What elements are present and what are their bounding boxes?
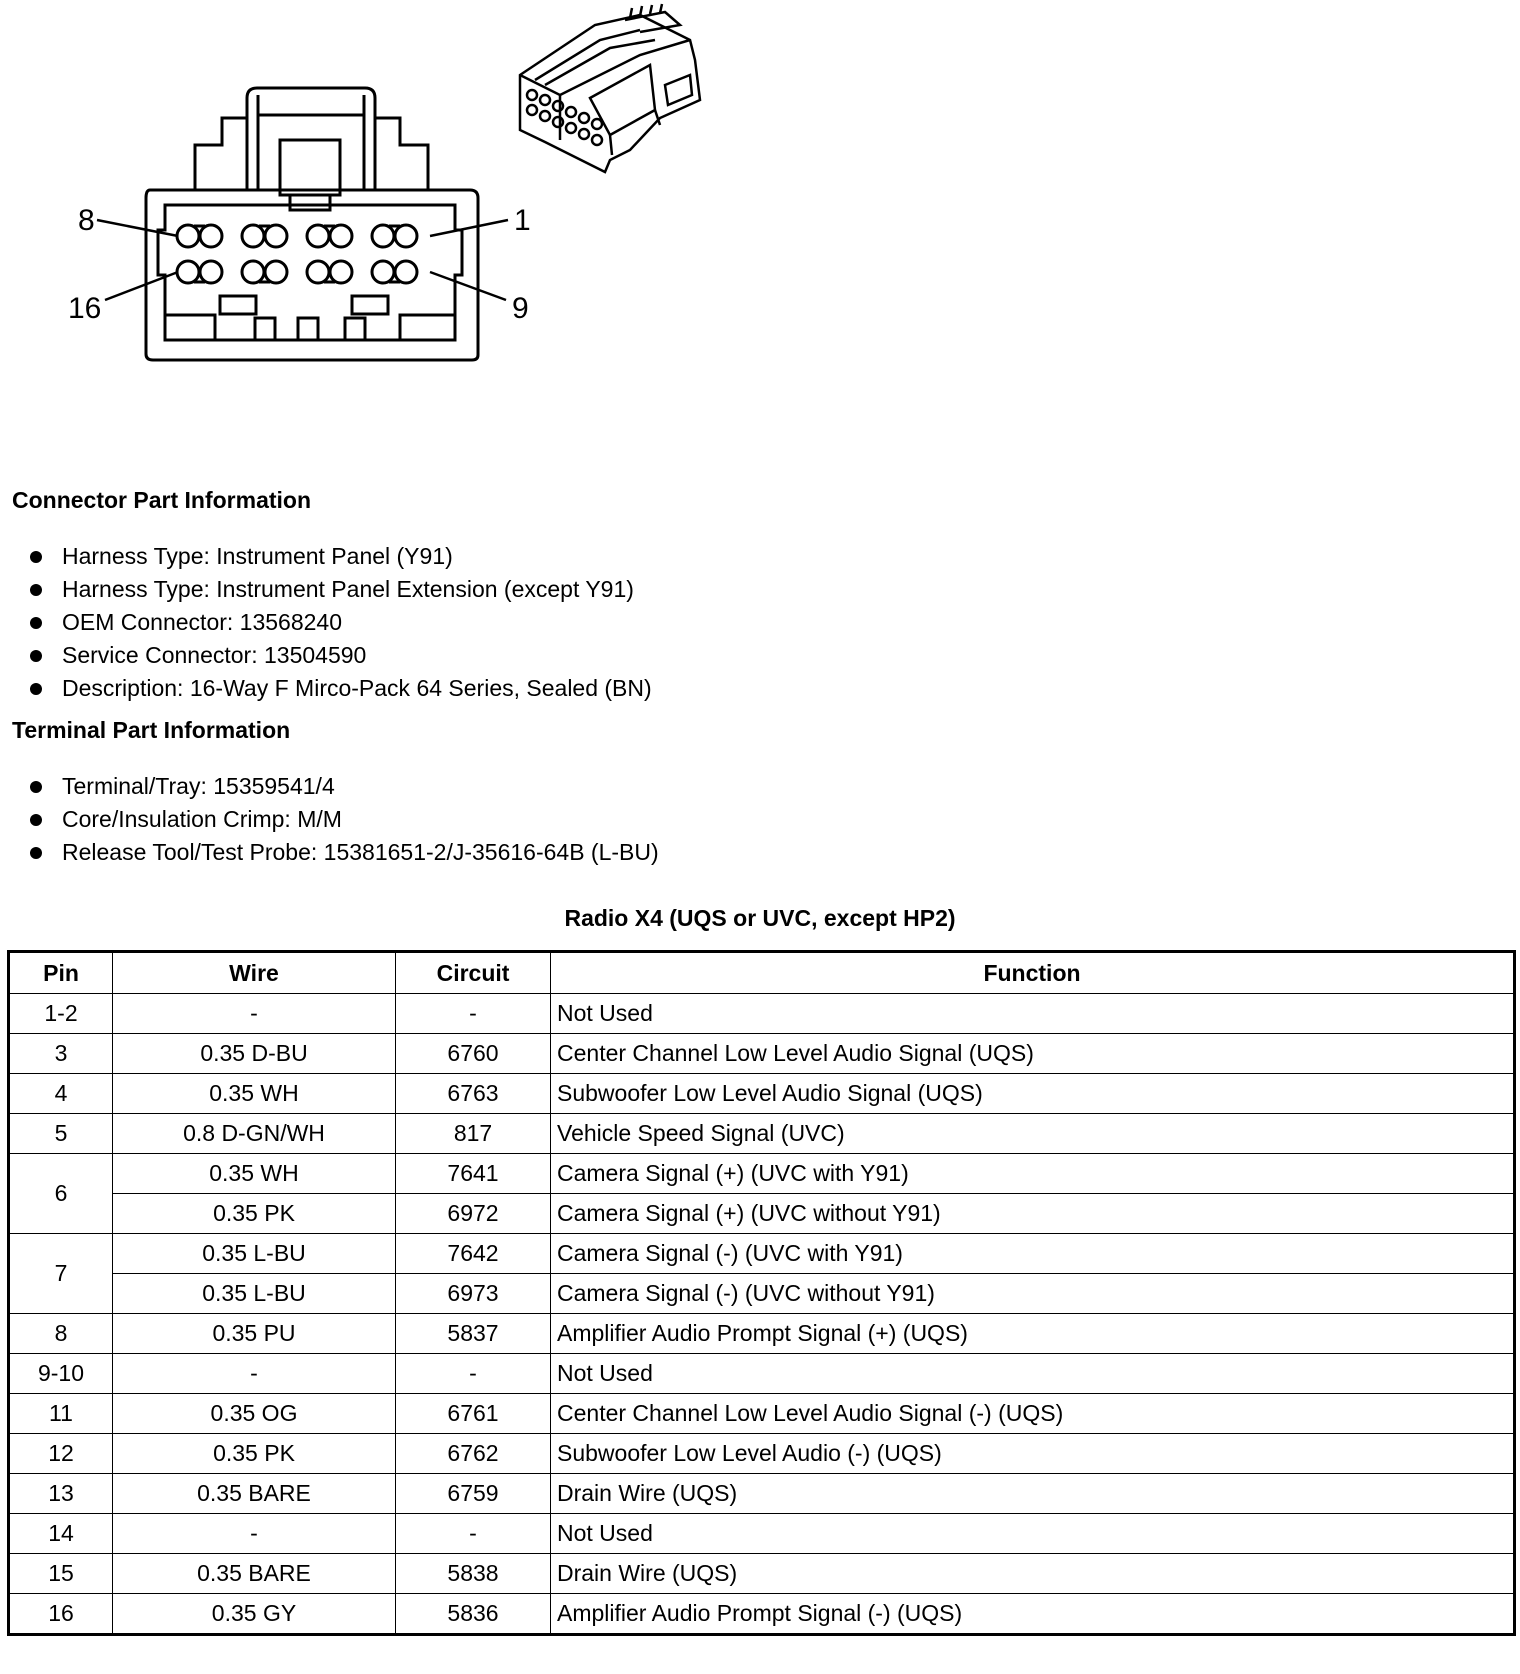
wire-cell: 0.35 PU bbox=[113, 1314, 396, 1354]
circuit-cell: 817 bbox=[396, 1114, 551, 1154]
bullet-icon bbox=[30, 617, 42, 629]
table-row bbox=[9, 1194, 1515, 1234]
pin-cell: 5 bbox=[9, 1114, 113, 1154]
pin-cavity bbox=[242, 261, 264, 283]
table-row bbox=[9, 1394, 1515, 1434]
wire-cell: - bbox=[113, 1514, 396, 1554]
circuit-cell: 6759 bbox=[396, 1474, 551, 1514]
wire-cell: 0.35 BARE bbox=[113, 1474, 396, 1514]
circuit-cell: 6761 bbox=[396, 1394, 551, 1434]
pin-cavity bbox=[330, 261, 352, 283]
function-cell: Subwoofer Low Level Audio (-) (UQS) bbox=[551, 1434, 1515, 1474]
list-item: Core/Insulation Crimp: M/M bbox=[28, 803, 659, 836]
table-row bbox=[9, 994, 1515, 1034]
pin-cell: 15 bbox=[9, 1554, 113, 1594]
circuit-cell: 7642 bbox=[396, 1234, 551, 1274]
wire-cell: 0.35 GY bbox=[113, 1594, 396, 1635]
pin-label-9: 9 bbox=[512, 292, 529, 325]
circuit-cell: 6762 bbox=[396, 1434, 551, 1474]
circuit-cell: 6763 bbox=[396, 1074, 551, 1114]
list-item: Terminal/Tray: 15359541/4 bbox=[28, 770, 659, 803]
bullet-icon bbox=[30, 814, 42, 826]
connector-diagram bbox=[0, 0, 1520, 380]
list-item: Harness Type: Instrument Panel (Y91) bbox=[28, 540, 652, 573]
table-row bbox=[9, 1034, 1515, 1074]
circuit-cell: 5836 bbox=[396, 1594, 551, 1635]
list-item: OEM Connector: 13568240 bbox=[28, 606, 652, 639]
function-cell: Subwoofer Low Level Audio Signal (UQS) bbox=[551, 1074, 1515, 1114]
wire-cell: - bbox=[113, 994, 396, 1034]
bullet-icon bbox=[30, 683, 42, 695]
bullet-icon bbox=[30, 551, 42, 563]
list-item: Description: 16-Way F Mirco-Pack 64 Series, Sealed (BN) bbox=[28, 672, 652, 705]
header-wire: Wire bbox=[113, 952, 396, 994]
table-row bbox=[9, 1274, 1515, 1314]
bullet-icon bbox=[30, 781, 42, 793]
table-row bbox=[9, 1434, 1515, 1474]
bullet-icon bbox=[30, 584, 42, 596]
pin-cell: 11 bbox=[9, 1394, 113, 1434]
table-row bbox=[9, 1234, 1515, 1274]
header-pin: Pin bbox=[9, 952, 113, 994]
pin-cell: 8 bbox=[9, 1314, 113, 1354]
pin-cell: 7 bbox=[9, 1234, 113, 1314]
pin-cavity bbox=[395, 261, 417, 283]
circuit-cell: - bbox=[396, 994, 551, 1034]
wire-cell: 0.35 WH bbox=[113, 1074, 396, 1114]
pin-cavity bbox=[265, 225, 287, 247]
table-row bbox=[9, 1554, 1515, 1594]
pin-cavity bbox=[395, 225, 417, 247]
pin-cell: 4 bbox=[9, 1074, 113, 1114]
function-cell: Amplifier Audio Prompt Signal (+) (UQS) bbox=[551, 1314, 1515, 1354]
pin-label-16: 16 bbox=[68, 292, 102, 325]
function-cell: Camera Signal (+) (UVC without Y91) bbox=[551, 1194, 1515, 1234]
pinout-table bbox=[7, 950, 1516, 1636]
terminal-info-list bbox=[28, 770, 659, 869]
circuit-cell: 5837 bbox=[396, 1314, 551, 1354]
header-function: Function bbox=[551, 952, 1515, 994]
list-item: Service Connector: 13504590 bbox=[28, 639, 652, 672]
terminal-info-title: Terminal Part Information bbox=[12, 717, 291, 743]
table-header-row bbox=[9, 952, 1515, 994]
table-row bbox=[9, 1514, 1515, 1554]
pin-cavity bbox=[265, 261, 287, 283]
pin-cavity bbox=[330, 225, 352, 247]
function-cell: Center Channel Low Level Audio Signal (-) (UQS) bbox=[551, 1394, 1515, 1434]
connector-isometric-view bbox=[520, 4, 700, 172]
pin-label-1: 1 bbox=[514, 204, 531, 237]
header-circuit: Circuit bbox=[396, 952, 551, 994]
circuit-cell: 6760 bbox=[396, 1034, 551, 1074]
pin-cell: 6 bbox=[9, 1154, 113, 1234]
table-row bbox=[9, 1114, 1515, 1154]
circuit-cell: 6972 bbox=[396, 1194, 551, 1234]
pin-cavity bbox=[177, 225, 199, 247]
wire-cell: 0.35 BARE bbox=[113, 1554, 396, 1594]
table-row bbox=[9, 1474, 1515, 1514]
pin-cavity bbox=[307, 261, 329, 283]
function-cell: Drain Wire (UQS) bbox=[551, 1474, 1515, 1514]
table-row bbox=[9, 1074, 1515, 1114]
wire-cell: - bbox=[113, 1354, 396, 1394]
function-cell: Center Channel Low Level Audio Signal (UQS) bbox=[551, 1034, 1515, 1074]
function-cell: Camera Signal (+) (UVC with Y91) bbox=[551, 1154, 1515, 1194]
connector-info-list bbox=[28, 540, 652, 705]
pin-cavity bbox=[200, 225, 222, 247]
wire-cell: 0.35 PK bbox=[113, 1434, 396, 1474]
wire-cell: 0.35 PK bbox=[113, 1194, 396, 1234]
wire-cell: 0.35 L-BU bbox=[113, 1234, 396, 1274]
pin-cavity bbox=[372, 225, 394, 247]
pin-cell: 13 bbox=[9, 1474, 113, 1514]
circuit-cell: - bbox=[396, 1354, 551, 1394]
bullet-icon bbox=[30, 650, 42, 662]
pin-cell: 9-10 bbox=[9, 1354, 113, 1394]
wire-cell: 0.8 D-GN/WH bbox=[113, 1114, 396, 1154]
pin-cavity bbox=[177, 261, 199, 283]
pin-label-8: 8 bbox=[78, 204, 95, 237]
function-cell: Not Used bbox=[551, 1514, 1515, 1554]
function-cell: Not Used bbox=[551, 994, 1515, 1034]
pin-cell: 14 bbox=[9, 1514, 113, 1554]
function-cell: Camera Signal (-) (UVC without Y91) bbox=[551, 1274, 1515, 1314]
pin-cell: 16 bbox=[9, 1594, 113, 1635]
pin-cavity bbox=[242, 225, 264, 247]
function-cell: Camera Signal (-) (UVC with Y91) bbox=[551, 1234, 1515, 1274]
table-row bbox=[9, 1354, 1515, 1394]
table-row bbox=[9, 1154, 1515, 1194]
bullet-icon bbox=[30, 847, 42, 859]
function-cell: Not Used bbox=[551, 1354, 1515, 1394]
wire-cell: 0.35 L-BU bbox=[113, 1274, 396, 1314]
pin-cell: 12 bbox=[9, 1434, 113, 1474]
table-row bbox=[9, 1314, 1515, 1354]
pin-cavity bbox=[372, 261, 394, 283]
function-cell: Vehicle Speed Signal (UVC) bbox=[551, 1114, 1515, 1154]
table-title: Radio X4 (UQS or UVC, except HP2) bbox=[564, 905, 956, 931]
pin-cell: 1-2 bbox=[9, 994, 113, 1034]
wire-cell: 0.35 D-BU bbox=[113, 1034, 396, 1074]
pin-cavity bbox=[200, 261, 222, 283]
table-row bbox=[9, 1594, 1515, 1635]
list-item: Harness Type: Instrument Panel Extension (except Y91) bbox=[28, 573, 652, 606]
circuit-cell: 6973 bbox=[396, 1274, 551, 1314]
circuit-cell: - bbox=[396, 1514, 551, 1554]
circuit-cell: 5838 bbox=[396, 1554, 551, 1594]
wire-cell: 0.35 WH bbox=[113, 1154, 396, 1194]
list-item: Release Tool/Test Probe: 15381651-2/J-35616-64B (L-BU) bbox=[28, 836, 659, 869]
circuit-cell: 7641 bbox=[396, 1154, 551, 1194]
connector-info-title: Connector Part Information bbox=[12, 487, 312, 513]
function-cell: Amplifier Audio Prompt Signal (-) (UQS) bbox=[551, 1594, 1515, 1635]
pin-cavity bbox=[307, 225, 329, 247]
pin-cell: 3 bbox=[9, 1034, 113, 1074]
function-cell: Drain Wire (UQS) bbox=[551, 1554, 1515, 1594]
wire-cell: 0.35 OG bbox=[113, 1394, 396, 1434]
